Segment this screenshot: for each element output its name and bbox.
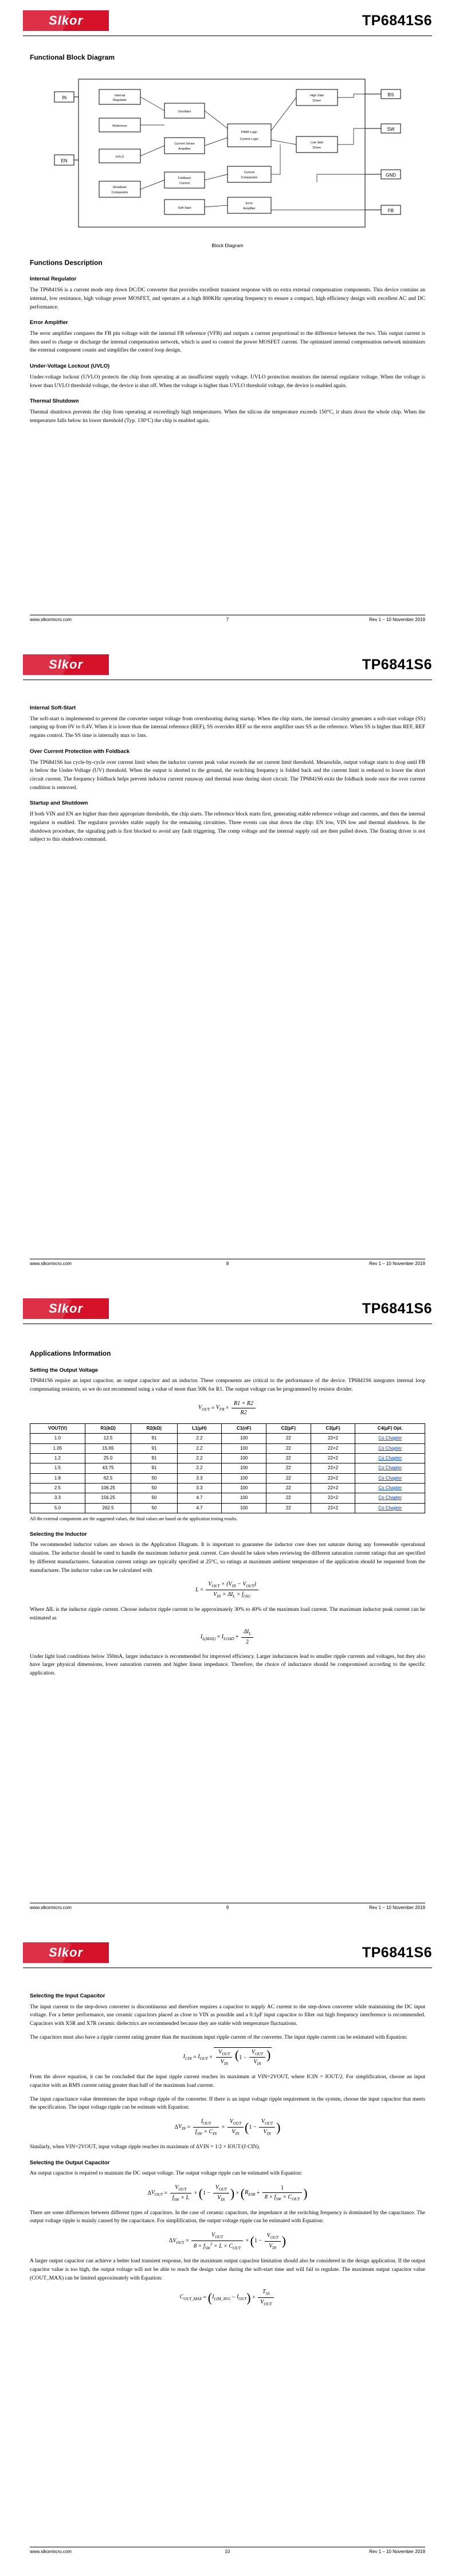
equation-icin: $I_{CIN}$ = $I_{OUT}$ × $\frac{V_{OUT}}{V_{IN}}$ (1 − $\frac{V_{OUT}}{V_{IN}}$ ) xyxy=(183,2047,271,2067)
table-row xyxy=(30,1503,425,1513)
cell-c2: 22 xyxy=(266,1463,311,1473)
cell-c4-link[interactable]: Co Chapter xyxy=(355,1493,425,1503)
page-title-4: TP6841S6 xyxy=(362,1945,432,1961)
cell-r2: 91 xyxy=(131,1453,177,1463)
block-diagram-caption: Block Diagram xyxy=(211,242,244,248)
page-9 xyxy=(0,1288,455,1932)
paragraph-input-cap-1: The input current to the step-down converter is discontinuous and therefore requires a capacitor to supply AC current to the step-down converter while maintaining the DC input voltage. For a better performance, use ceramic capacitors placed as close to VIN as possible and a 0.1μF input capacitor to filter out high frequency interference is recommended. Capacitors with X5R and X7R ceramic dielectrics are recommended because they are stable with temperature fluctuations. xyxy=(30,2004,425,2027)
brand-logo-text: Slkor xyxy=(48,13,84,28)
cell-c1: 100 xyxy=(222,1453,266,1463)
svg-text:Amplifier: Amplifier xyxy=(243,206,256,210)
table-row xyxy=(30,1443,425,1453)
paragraph-selecting-inductor: The recommended inductor values are shown in the Application Diagram. It is important to guarantee the inductor core does not saturate during any foreseeable operational situation. The inductor should be rated to handle the maximum inductor peak current. Care should be taken when reviewing the different saturation current ratings that are specified by different manufacturers. Saturation current ratings are typically specified at 25°C, so ratings at maximum ambient temperature of the application should be requested from the manufacturer. The inductor value can be calculated with xyxy=(30,1542,425,1574)
paragraph-startup-shutdown: If both VIN and EN are higher than their appropriate thresholds, the chip starts. The reference block starts first, generating stable reference voltage and currents, and then the internal regulator is enabled. The regulator provides stable supply for the remaining circuitries. Three events can shut down the chip: EN low, VIN low and thermal shutdown. In the shutdown procedure, the signaling path is first blocked to avoid any fault triggering. The comp voltage and the internal supply rail are then pulled down. The floating driver is not subject to this shutdown command. xyxy=(30,811,425,843)
equation-cout-max: $C_{OUT\_MAX}$ = ( $I_{LIM\_AVG}$ − $I_{OUT}$ ) × $\frac{T_{SS}}{V_{OUT}}$ xyxy=(30,2288,425,2308)
cell-vout: 1.2 xyxy=(30,1453,85,1463)
cell-c1: 100 xyxy=(222,1503,266,1513)
footer-url[interactable]: www.slkormicro.com xyxy=(30,617,72,622)
cell-c2: 22 xyxy=(266,1434,311,1443)
page-header-4 xyxy=(0,1932,455,1966)
cell-c1: 100 xyxy=(222,1443,266,1453)
cell-c1: 100 xyxy=(222,1463,266,1473)
th-r2: R2(kΩ) xyxy=(131,1423,177,1433)
svg-text:Low Side: Low Side xyxy=(310,140,324,145)
equation-inductor: L = $\frac{V_{OUT} \times (V_{IN} - V_{OUT})}{V_{IN} \times \Delta I_L \times f_{OSC}}$ xyxy=(30,1580,425,1600)
svg-text:Comparator: Comparator xyxy=(111,190,128,194)
cell-c3: 22×2 xyxy=(311,1434,355,1443)
subsection-uvlo: Under-Voltage Lockout (UVLO) xyxy=(30,363,110,370)
subsection-internal-soft-start: Internal Soft-Start xyxy=(30,705,76,711)
th-l1: L1(μH) xyxy=(177,1423,222,1433)
paragraph-light-load: Under light load conditions below 350mA, larger inductance is recommended for improved efficiency. Larger inductances lead to smaller ripple currents and voltages, but they also have larger physical dimensions, lower saturation currents and higher linear impedance. Therefore, the choice of inductance should be compromised according to the specific application. xyxy=(30,1653,425,1677)
paragraph-input-cap-4: The input capacitance value determines the input voltage ripple of the converter. If there is an input voltage ripple requirement in the system, choose the input capacitor that meets the specification. The input voltage ripple can be estimate with Equation: xyxy=(30,2096,425,2111)
table-row xyxy=(30,1463,425,1473)
table-row xyxy=(30,1473,425,1483)
cell-c2: 22 xyxy=(266,1453,311,1463)
cell-l1: 2.2 xyxy=(177,1443,222,1453)
cell-c3: 22×2 xyxy=(311,1463,355,1473)
cell-c4-link[interactable]: Co Chapter xyxy=(355,1473,425,1483)
paragraph-input-cap-2: The capacitors must also have a ripple current rating greater than the maximum input ripple current of the converter. The input ripple current can be estimated with Equation: xyxy=(30,2034,407,2040)
cell-c2: 22 xyxy=(266,1443,311,1453)
subsection-selecting-inductor: Selecting the Inductor xyxy=(30,1531,87,1537)
cell-r1: 156.25 xyxy=(85,1493,131,1503)
block-diagram xyxy=(44,69,411,249)
table-row xyxy=(30,1493,425,1503)
cell-l1: 2.2 xyxy=(177,1453,222,1463)
page-title-2: TP6841S6 xyxy=(362,657,432,673)
subsection-selecting-output-capacitor: Selecting the Output Capacitor xyxy=(30,2159,110,2166)
brand-logo-text-2: Slkor xyxy=(48,657,84,672)
cell-c3: 22×2 xyxy=(311,1453,355,1463)
svg-text:IN: IN xyxy=(62,95,66,100)
page-footer-2 xyxy=(0,1259,455,1266)
th-r1: R1(kΩ) xyxy=(85,1423,131,1433)
svg-text:UVLO: UVLO xyxy=(115,155,124,159)
footer-revision: Rev 1 – 10 November 2019 xyxy=(369,617,425,622)
cell-vout: 1.5 xyxy=(30,1463,85,1473)
footer-page-number: 7 xyxy=(226,617,229,622)
svg-text:BS: BS xyxy=(387,92,394,97)
cell-c3: 22×2 xyxy=(311,1493,355,1503)
cell-c4-link[interactable]: Co Chapter xyxy=(355,1463,425,1473)
cell-c1: 100 xyxy=(222,1434,266,1443)
equation-dvin: Δ $V_{IN}$ = $\frac{I_{OUT}}{f_{SW} \times C_{IN}}$ × $\frac{V_{OUT}}{V_{IN}}$ ( 1 − $\frac{V_{OUT}}{V_{IN}}$ ) xyxy=(174,2118,281,2136)
equation-peak-current: $I_{L(MAX)}$ = $I_{LOAD}$ + $\frac{\Delta I_L}{2}$ xyxy=(30,1627,425,1646)
cell-vout: 3.3 xyxy=(30,1493,85,1503)
section-heading-functions-description: Functions Description xyxy=(30,258,103,267)
cell-c3: 22×2 xyxy=(311,1443,355,1453)
cell-r1: 62.5 xyxy=(85,1473,131,1483)
cell-c2: 22 xyxy=(266,1473,311,1483)
th-c4: C4(μF) Opt. xyxy=(355,1423,425,1433)
subsection-startup-shutdown: Startup and Shutdown xyxy=(30,800,88,807)
footer-url-4[interactable]: www.slkormicro.com xyxy=(30,2549,72,2554)
cell-l1: 3.3 xyxy=(177,1484,222,1493)
brand-logo-text-4: Slkor xyxy=(48,1945,84,1960)
svg-text:Driver: Driver xyxy=(312,99,321,103)
section-heading-applications-information: Applications Information xyxy=(30,1349,111,1357)
svg-text:Regulator: Regulator xyxy=(113,98,127,102)
cell-r1: 43.75 xyxy=(85,1463,131,1473)
page-footer xyxy=(0,615,455,622)
cell-r1: 25.0 xyxy=(85,1453,131,1463)
svg-text:SW: SW xyxy=(387,126,395,132)
paragraph-output-cap-3: A larger output capacitor can achieve a better load transient response, but the maximum output capacitor limitation should also be considered in the design application. If the output capacitor value is too high, the output voltage will not be able to reach the design value during the soft-start time and will fail to regulate. The maximum output capacitor value (COUT_MAX) can be limited approximately with Equation: xyxy=(30,2258,425,2281)
page-header xyxy=(0,0,455,34)
paragraph-internal-regulator: The TP6841S6 is a current mode step down DC/DC converter that provides excellent transient response with no extra external compensation components. This device contains an internal, low resistance, high voltage power MOSFET, and operates at a high 800KHz operating frequency to ensure a compact, high efficiency design with excellent AC and DC performance. xyxy=(30,287,425,310)
equation-dvout: Δ $V_{OUT}$ = $\frac{V_{OUT}}{f_{SW} \times L}$ × ( 1 − $\frac{V_{OUT}}{V_{IN}}$ ) × ( $R_{ESR}$ + $\frac{1}{8 \times f_{SW} \times C_{OUT}}$ ) xyxy=(147,2184,308,2202)
cell-c4-link[interactable]: Co Chapter xyxy=(355,1443,425,1453)
cell-c1: 100 xyxy=(222,1484,266,1493)
section-heading-functional-block-diagram: Functional Block Diagram xyxy=(30,53,115,61)
subsection-thermal-shutdown: Thermal Shutdown xyxy=(30,398,79,405)
paragraph-setting-output-voltage: TP6841S6 require an input capacitor, an output capacitor and an inductor. These components are critical to the performance of the device. TP6841S6 integrates internal loop compensating resistors, so we do not recommend using a value of more than 50K for R1. The output voltage can be programmed by resistor divider. xyxy=(30,1378,425,1393)
th-c1: C1(nF) xyxy=(222,1423,266,1433)
page-8 xyxy=(0,644,455,1288)
paragraph-output-cap-1: An output capacitor is required to maintain the DC output voltage. The output voltage ripple can be estimated with Equation: xyxy=(30,2171,303,2177)
page-7 xyxy=(0,0,455,644)
subsection-error-amplifier: Error Amplifier xyxy=(30,319,68,326)
equation-dvout-simplified: Δ $V_{OUT}$ = $\frac{V_{OUT}}{8 \times f_{SW}^2 \times L \times C_{OUT}}$ × ( 1 − $\frac{V_{OUT}}{V_{IN}}$ ) xyxy=(168,2232,287,2251)
svg-text:Driver: Driver xyxy=(312,146,321,150)
page-title-3: TP6841S6 xyxy=(362,1301,432,1317)
cell-r1: 12.5 xyxy=(85,1434,131,1443)
brand-logo-text-3: Slkor xyxy=(48,1301,84,1316)
cell-l1: 2.2 xyxy=(177,1434,222,1443)
paragraph-error-amplifier: The error amplifier compares the FB pin voltage with the internal FB reference (VFB) and outputs a current proportional to the difference between the two. This output current is then used to charge or discharge the internal compensation network, which is used to control the power MOSFET current. The optimized internal compensation network minimizes the external component counts and simplifies the control loop design. xyxy=(30,330,425,354)
page-content-3 xyxy=(0,1324,455,1678)
cell-r2: 50 xyxy=(131,1503,177,1513)
svg-text:Amplifier: Amplifier xyxy=(178,147,191,151)
equation-vout: $V_{OUT}$ = $V_{FB}$ × $\frac{R1 + R2}{R2}$ xyxy=(30,1399,425,1418)
footer-revision-2: Rev 1 – 10 November 2019 xyxy=(369,1261,425,1266)
brand-logo-3 xyxy=(23,1298,109,1319)
svg-text:Comparator: Comparator xyxy=(241,175,258,179)
svg-text:Internal: Internal xyxy=(114,93,125,97)
cell-r2: 50 xyxy=(131,1493,177,1503)
cell-c3: 22×2 xyxy=(311,1503,355,1513)
page-content-4 xyxy=(0,1968,455,2308)
paragraph-output-cap-2: There are some differences between different types of capacitors. In the case of ceramic capacitors, the impedance at the switching frequency is dominated by the capacitance. The output voltage ripple is mainly caused by the capacitance. For simplification, the output voltage ripple can be estimated with Equation: xyxy=(30,2210,425,2224)
cell-r1: 262.5 xyxy=(85,1503,131,1513)
cell-l1: 3.3 xyxy=(177,1473,222,1483)
cell-c2: 22 xyxy=(266,1503,311,1513)
paragraph-internal-soft-start: The soft-start is implemented to prevent the converter output voltage from overshooting during startup. When the chip starts, the internal circuitry generates a soft-start voltage (SS) ramping up from 0V to 0.4V. When it is lower than the internal reference (REF), SS overrides REF so the error amplifier uses SS as the reference. When SS is higher than REF, REF regains control. The SS time is internally max to 1ms. xyxy=(30,716,425,739)
page-header-3 xyxy=(0,1288,455,1322)
cell-c4-link[interactable]: Co Chapter xyxy=(355,1503,425,1513)
cell-c3: 22×2 xyxy=(311,1484,355,1493)
svg-text:EN: EN xyxy=(61,158,68,163)
paragraph-input-cap-5: Similarly, when VIN=2VOUT, input voltage ripple reaches its maximum of ΔVIN = 1/2 × IOUT/(f·CIN). xyxy=(30,2144,260,2150)
cell-vout: 5.0 xyxy=(30,1503,85,1513)
cell-c1: 100 xyxy=(222,1493,266,1503)
page-header-2 xyxy=(0,644,455,678)
footer-page-number-3: 9 xyxy=(226,1905,229,1910)
cell-r2: 50 xyxy=(131,1484,177,1493)
table-header-row xyxy=(30,1423,425,1433)
cell-c1: 100 xyxy=(222,1473,266,1483)
cell-c3: 22×2 xyxy=(311,1473,355,1483)
cell-vout: 1.0 xyxy=(30,1434,85,1443)
brand-logo-2 xyxy=(23,654,109,675)
cell-r1: 15.65 xyxy=(85,1443,131,1453)
paragraph-input-cap-3: From the above equation, it can be concluded that the input ripple current reaches its maximum at VIN=2VOUT, where ICIN = IOUT/2. For simplification, choose an input capacitor with an RMS current rating greater than half of the maximum load current. xyxy=(30,2074,425,2089)
svg-text:Soft-Start: Soft-Start xyxy=(178,206,191,210)
svg-text:High Side: High Side xyxy=(310,93,324,97)
svg-text:Current: Current xyxy=(244,170,255,174)
svg-text:Control: Control xyxy=(179,181,190,185)
cell-c2: 22 xyxy=(266,1484,311,1493)
svg-text:FB: FB xyxy=(387,208,394,213)
table-row xyxy=(30,1453,425,1463)
th-c3: C3(μF) xyxy=(311,1423,355,1433)
svg-text:Current Sense: Current Sense xyxy=(174,142,195,146)
brand-logo-4 xyxy=(23,1942,109,1963)
cell-vout: 2.5 xyxy=(30,1484,85,1493)
footer-url-3[interactable]: www.slkormicro.com xyxy=(30,1905,72,1910)
cell-vout: 1.8 xyxy=(30,1473,85,1483)
cell-c4-link[interactable]: Co Chapter xyxy=(355,1484,425,1493)
page-footer-3 xyxy=(0,1903,455,1910)
cell-r1: 106.25 xyxy=(85,1484,131,1493)
svg-text:PWM Logic: PWM Logic xyxy=(241,130,258,134)
cell-l1: 4.7 xyxy=(177,1503,222,1513)
cell-c4-link[interactable]: Co Chapter xyxy=(355,1453,425,1463)
svg-text:Shutdown: Shutdown xyxy=(112,185,127,189)
cell-c2: 22 xyxy=(266,1493,311,1503)
cell-r2: 91 xyxy=(131,1434,177,1443)
footer-url-2[interactable]: www.slkormicro.com xyxy=(30,1261,72,1266)
page-content-2 xyxy=(0,680,455,844)
svg-text:Control Logic: Control Logic xyxy=(240,137,259,141)
svg-text:Oscillator: Oscillator xyxy=(178,110,191,114)
cell-c4-link[interactable]: Co Chapter xyxy=(355,1434,425,1443)
th-vout: VOUT(V) xyxy=(30,1423,85,1433)
table-row xyxy=(30,1434,425,1443)
subsection-setting-output-voltage: Setting the Output Voltage xyxy=(30,1367,99,1373)
subsection-internal-regulator: Internal Regulator xyxy=(30,276,77,283)
subsection-selecting-input-capacitor: Selecting the Input Capacitor xyxy=(30,1993,105,1999)
svg-text:Reference: Reference xyxy=(112,124,127,128)
table-note: All the external components are the suggested values, the final values are based on the application testing results. xyxy=(30,1516,238,1522)
footer-revision-3: Rev 1 – 10 November 2019 xyxy=(369,1905,425,1910)
cell-r2: 91 xyxy=(131,1443,177,1453)
page-footer-4 xyxy=(0,2547,455,2554)
paragraph-thermal-shutdown: Thermal shutdown prevents the chip from operating at exceedingly high temperatures. When the silicon die temperature exceeds 150°C, it shuts down the whole chip. When the temperature falls below its lower threshold (Typ. 130°C) the chip is enabled again. xyxy=(30,409,425,424)
paragraph-ripple-current: Where ΔIL is the inductor ripple current. Choose inductor ripple current to be approximately 30% to 40% of the maximum load current. The maximum inductor peak current can be estimated as xyxy=(30,1606,425,1621)
footer-revision-4: Rev 1 – 10 November 2019 xyxy=(369,2549,425,2554)
page-content xyxy=(0,36,455,425)
svg-text:GND: GND xyxy=(386,172,396,178)
cell-r2: 50 xyxy=(131,1473,177,1483)
cell-vout: 1.05 xyxy=(30,1443,85,1453)
cell-r2: 91 xyxy=(131,1463,177,1473)
footer-page-number-2: 8 xyxy=(226,1261,229,1266)
paragraph-uvlo: Under-voltage lockout (UVLO) protects the chip from operating at an insufficient supply voltage. UVLO protection monitors the internal regulator voltage. When the voltage is lower than UVLO threshold voltage, the device is shut off. When the voltage is higher than UVLO threshold voltage, the device is enabled again. xyxy=(30,374,425,389)
th-c2: C2(pF) xyxy=(266,1423,311,1433)
svg-text:Foldback: Foldback xyxy=(178,176,191,180)
cell-l1: 4.7 xyxy=(177,1493,222,1503)
brand-logo xyxy=(23,10,109,31)
svg-text:Error: Error xyxy=(245,201,253,205)
cell-l1: 2.2 xyxy=(177,1463,222,1473)
footer-page-number-4: 10 xyxy=(225,2549,230,2554)
subsection-ocp-foldback: Over Current Protection with Foldback xyxy=(30,748,130,755)
output-voltage-table xyxy=(30,1423,425,1514)
page-title: TP6841S6 xyxy=(362,13,432,29)
page-10 xyxy=(0,1932,455,2576)
paragraph-ocp-foldback: The TP6841S6 has cycle-by-cycle over current limit when the inductor current peak value exceeds the set current limit threshold. Meanwhile, output voltage starts to drop until FB is below the Under-Voltage (UV) threshold. When the output is shorted to the ground, the switching frequency is folded back and the current limit is reduced to lower the short circuit current. The frequency foldback helps prevent inductor current runaway and thermal issue during short circuit. The TP6841S6 exits the foldback mode once the over current condition is removed. xyxy=(30,759,425,791)
table-row xyxy=(30,1484,425,1493)
